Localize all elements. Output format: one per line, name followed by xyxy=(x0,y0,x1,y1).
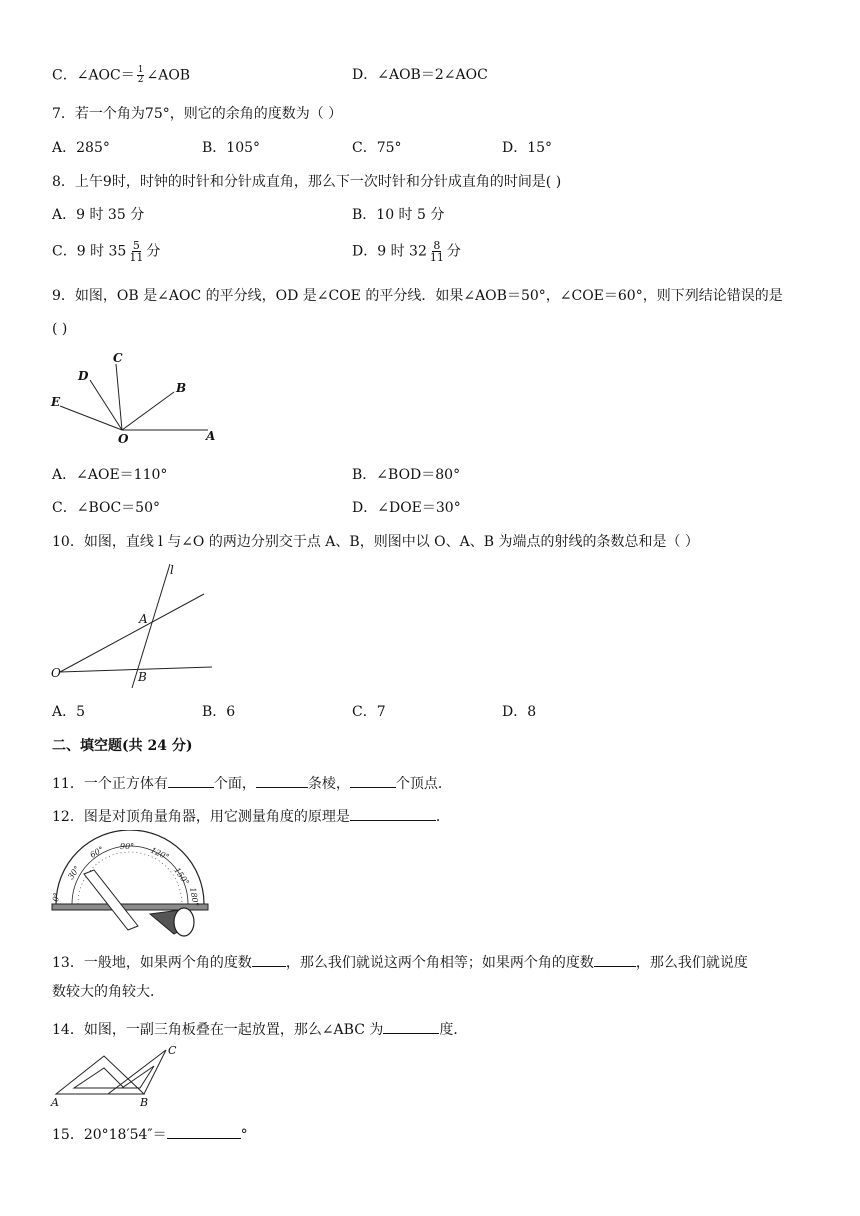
section-title: 二、填空题(共 24 分) xyxy=(52,738,193,754)
label-c: C xyxy=(168,1044,177,1057)
ray-ob xyxy=(122,392,174,430)
q7-option-a: A．285° xyxy=(52,140,110,156)
q9-option-b: B．∠BOD＝80° xyxy=(352,467,461,483)
label-o: O xyxy=(51,666,61,680)
pointer-knob xyxy=(174,908,194,936)
label-a: A xyxy=(206,429,216,443)
ray-ob xyxy=(60,667,212,672)
label-d: D xyxy=(78,369,89,383)
q10-option-c: C．7 xyxy=(352,704,386,720)
q7-option-b: B．105° xyxy=(202,140,261,156)
label-l: l xyxy=(170,563,174,577)
answer-blank[interactable] xyxy=(594,952,636,967)
q9-stem: 9．如图，OB 是∠AOC 的平分线，OD 是∠COE 的平分线．如果∠AOB＝50°，∠COE＝60°，则下列结论错误的是 xyxy=(52,288,783,304)
ray-od xyxy=(90,380,122,430)
tick-0: 0° xyxy=(51,891,62,903)
fraction: $\frac{1}{2}$ xyxy=(137,65,144,85)
answer-blank[interactable] xyxy=(168,773,214,788)
triangle-inner-1 xyxy=(74,1068,124,1088)
q8-option-b: B．10 时 5 分 xyxy=(352,207,445,223)
answer-blank[interactable] xyxy=(167,1124,241,1139)
ray-oe xyxy=(60,406,122,430)
q11: 11．一个正方体有 个面， 条棱， 个顶点． xyxy=(52,773,452,791)
q9-figure xyxy=(48,350,228,450)
label-a: A xyxy=(51,1096,59,1108)
q9-option-d: D．∠DOE＝30° xyxy=(352,500,461,516)
label-c: C xyxy=(113,351,123,365)
q7-stem: 7．若一个角为75°，则它的余角的度数为（ ） xyxy=(52,106,343,122)
q6-option-d: D．∠AOB＝2∠AOC xyxy=(352,67,488,83)
q15: 15．20°18′54″＝ ° xyxy=(52,1124,248,1142)
q8-option-c: C．9 时 35 $\frac{5}{11}$ 分 xyxy=(52,239,161,264)
tick-180: 180° xyxy=(188,886,201,908)
answer-blank[interactable] xyxy=(256,773,308,788)
ray-oa xyxy=(60,594,204,672)
q13-line1: 13．一般地，如果两个角的度数 ，那么我们就说这两个角相等；如果两个角的度数 ，那么我们就说度 xyxy=(52,952,748,970)
q7-option-c: C．75° xyxy=(352,140,402,156)
ray-oc xyxy=(116,364,122,430)
q9-option-c: C．∠BOC＝50° xyxy=(52,500,161,516)
fraction: $\frac{5}{11}$ xyxy=(129,239,144,264)
label-a: A xyxy=(139,612,148,626)
q13-line2: 数较大的角较大． xyxy=(52,984,164,1000)
tick-30: 30° xyxy=(66,864,82,882)
label-o: O xyxy=(118,432,129,446)
pointer-arm xyxy=(84,870,138,930)
q7-option-d: D．15° xyxy=(502,140,553,156)
q9-stem-paren: ( ) xyxy=(52,321,68,337)
label-e: E xyxy=(51,395,61,409)
tick-60: 60° xyxy=(88,844,106,860)
answer-blank[interactable] xyxy=(252,952,286,967)
q8-option-d: D．9 时 32 $\frac{8}{11}$ 分 xyxy=(352,239,461,264)
tick-120: 120° xyxy=(149,845,171,862)
answer-blank[interactable] xyxy=(383,1019,439,1034)
answer-blank[interactable] xyxy=(350,773,396,788)
label-b: B xyxy=(138,670,147,684)
q10-option-a: A．5 xyxy=(52,704,86,720)
tick-90: 90° xyxy=(120,842,135,851)
label-b: B xyxy=(176,381,187,395)
q10-option-b: B．6 xyxy=(202,704,236,720)
fraction: $\frac{8}{11}$ xyxy=(429,239,444,264)
q10-stem: 10．如图，直线 l 与∠O 的两边分别交于点 A、B，则图中以 O、A、B 为端点的射线的条数总和是（ ） xyxy=(52,534,699,550)
q10-figure xyxy=(48,560,218,692)
protractor-figure xyxy=(50,830,212,942)
q6-option-c: C．∠AOC＝ $\frac{1}{2}$ ∠AOB xyxy=(52,65,191,85)
q8-option-a: A．9 时 35 分 xyxy=(52,207,145,223)
q10-option-d: D．8 xyxy=(502,704,537,720)
triangle-set-figure xyxy=(48,1042,188,1108)
label-b: B xyxy=(140,1096,149,1108)
q12: 12．图是对顶角量角器，用它测量角度的原理是 ． xyxy=(52,806,450,824)
q9-option-a: A．∠AOE＝110° xyxy=(52,467,168,483)
tick-150: 150° xyxy=(172,865,191,887)
q14: 14．如图，一副三角板叠在一起放置，那么∠ABC 为 度． xyxy=(52,1019,467,1037)
q8-stem: 8．上午9时，时钟的时针和分针成直角，那么下一次时针和分针成直角的时间是( ) xyxy=(52,174,562,190)
answer-blank[interactable] xyxy=(350,806,436,821)
